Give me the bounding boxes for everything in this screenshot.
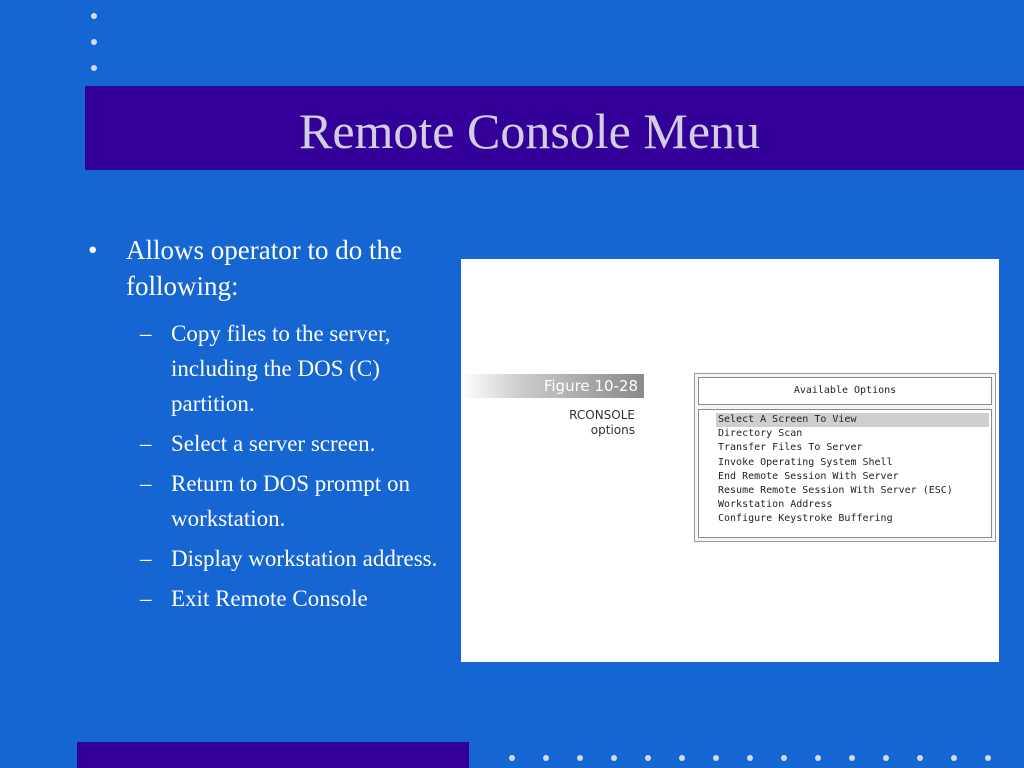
decorative-dot	[849, 755, 855, 761]
bullet-marker: •	[88, 235, 98, 265]
sub-bullet-text: Exit Remote Console	[171, 586, 368, 611]
console-option: Directory Scan	[718, 428, 803, 440]
bullet-text: Allows operator to do the following:	[126, 235, 402, 301]
sub-bullet-marker: –	[140, 471, 152, 496]
decorative-dot	[883, 755, 889, 761]
console-option: Workstation Address	[718, 499, 833, 511]
sub-bullet-item	[86, 581, 446, 616]
console-option: Invoke Operating System Shell	[718, 456, 893, 468]
decorative-dot	[747, 755, 753, 761]
sub-bullet-text: Return to DOS prompt on workstation.	[171, 471, 410, 531]
decorative-dot	[951, 755, 957, 761]
console-option: Select A Screen To View	[716, 413, 989, 427]
decorative-dot	[985, 755, 991, 761]
decorative-dot	[815, 755, 821, 761]
sub-bullet-item	[86, 541, 446, 576]
sub-bullet-text: Copy files to the server, including the DOS (C) partition.	[171, 321, 391, 416]
sub-bullet-text: Select a server screen.	[171, 431, 376, 456]
decorative-dot	[91, 39, 97, 45]
console-option: Resume Remote Session With Server (ESC)	[718, 485, 953, 497]
figure-image	[461, 259, 999, 662]
console-options-list	[698, 409, 992, 538]
decorative-dot	[577, 755, 583, 761]
console-window	[694, 373, 996, 542]
slide-title: Remote Console Menu	[298, 103, 761, 159]
bottom-band	[77, 742, 469, 768]
figure-label: Figure 10-28	[543, 377, 638, 395]
decorative-dot	[91, 13, 97, 19]
sub-bullet-marker: –	[140, 431, 152, 456]
decorative-dot	[509, 755, 515, 761]
sub-bullet-marker: –	[140, 321, 152, 346]
sub-bullet-list	[86, 316, 446, 616]
bullet-list	[86, 232, 446, 621]
figure-caption-line: RCONSOLE	[569, 408, 635, 422]
console-option: End Remote Session With Server	[718, 470, 899, 482]
console-option: Configure Keystroke Buffering	[718, 513, 893, 525]
figure-caption	[521, 408, 635, 438]
decorative-dot	[713, 755, 719, 761]
title-band	[85, 86, 1024, 170]
sub-bullet-text: Display workstation address.	[171, 546, 438, 571]
sub-bullet-marker: –	[140, 586, 152, 611]
decorative-dot	[679, 755, 685, 761]
decorative-dot	[543, 755, 549, 761]
decorative-dot	[781, 755, 787, 761]
sub-bullet-item	[86, 426, 446, 461]
sub-bullet-item	[86, 466, 446, 536]
decorative-dot	[611, 755, 617, 761]
bullet-item	[86, 232, 446, 304]
sub-bullet-marker: –	[140, 546, 152, 571]
console-header: Available Options	[698, 377, 992, 405]
decorative-dot	[917, 755, 923, 761]
sub-bullet-item	[86, 316, 446, 421]
figure-caption-line: options	[590, 423, 635, 437]
console-option: Transfer Files To Server	[718, 442, 863, 454]
figure-label-bar	[461, 374, 644, 398]
decorative-dot	[645, 755, 651, 761]
decorative-dot	[91, 65, 97, 71]
